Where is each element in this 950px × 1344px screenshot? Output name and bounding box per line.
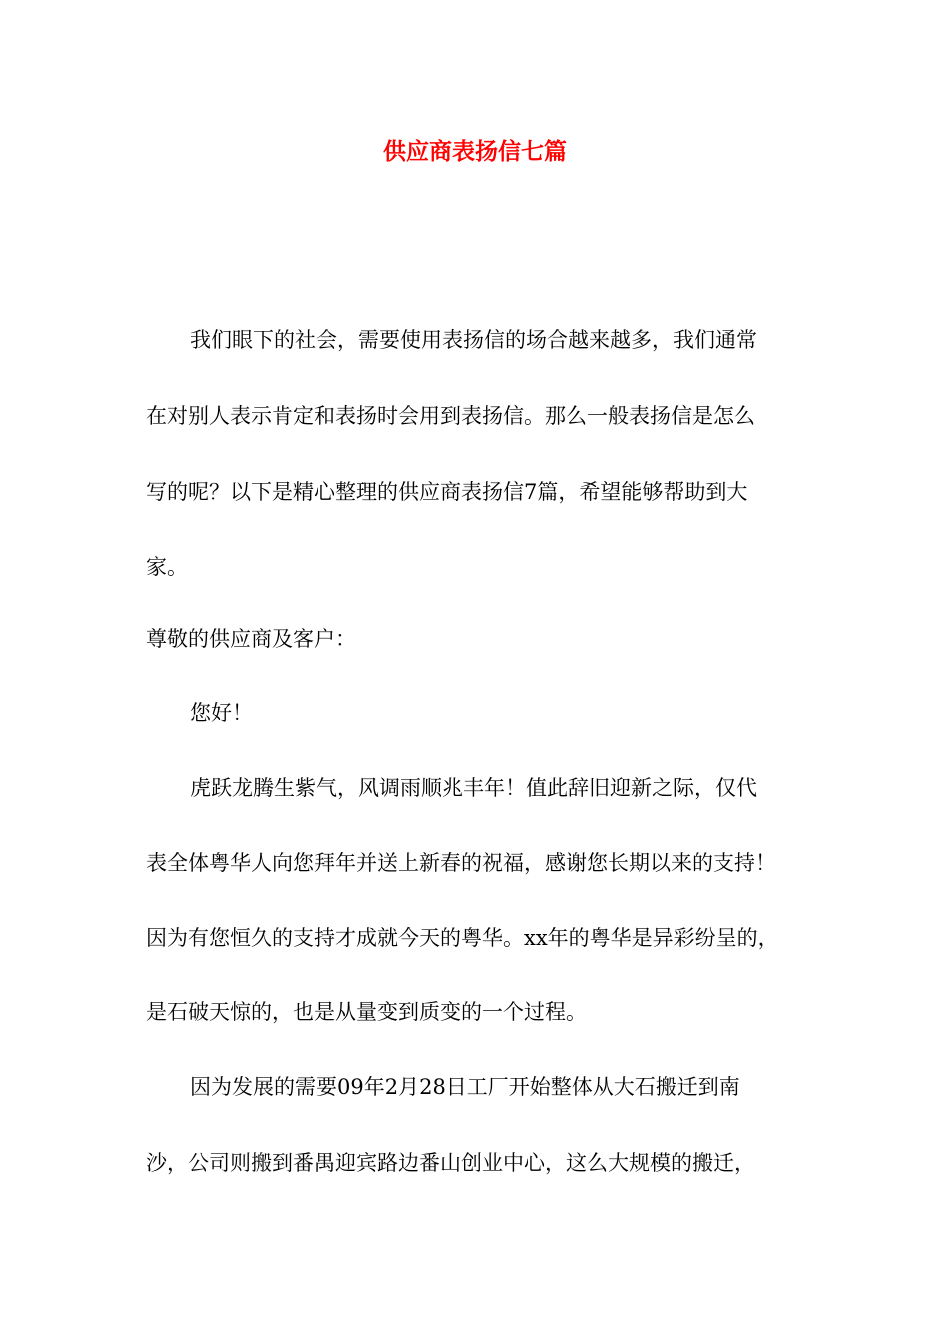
paragraph-line: 沙，公司则搬到番禺迎宾路边番山创业中心，这么大规模的搬迁， — [146, 1151, 755, 1175]
greeting-line: 您好！ — [190, 701, 253, 725]
paragraph-line: 表全体粤华人向您拜年并送上新春的祝福，感谢您长期以来的支持！ — [146, 851, 776, 875]
document-title: 供应商表扬信七篇 — [383, 138, 567, 165]
paragraph-line: 家。 — [146, 555, 188, 579]
salutation-line: 尊敬的供应商及客户： — [146, 627, 356, 651]
paragraph-line: 是石破天惊的，也是从量变到质变的一个过程。 — [146, 1000, 587, 1024]
paragraph-line: 因为有您恒久的支持才成就今天的粤华。xx年的粤华是异彩纷呈的， — [146, 926, 779, 950]
paragraph-line: 我们眼下的社会，需要使用表扬信的场合越来越多，我们通常 — [190, 328, 757, 352]
paragraph-line: 虎跃龙腾生紫气，风调雨顺兆丰年！值此辞旧迎新之际，仅代 — [190, 776, 757, 800]
paragraph-line: 写的呢？以下是精心整理的供应商表扬信7篇，希望能够帮助到大 — [146, 480, 748, 504]
paragraph-line: 在对别人表示肯定和表扬时会用到表扬信。那么一般表扬信是怎么 — [146, 404, 755, 428]
paragraph-line: 因为发展的需要09年2月28日工厂开始整体从大石搬迁到南 — [190, 1075, 740, 1099]
